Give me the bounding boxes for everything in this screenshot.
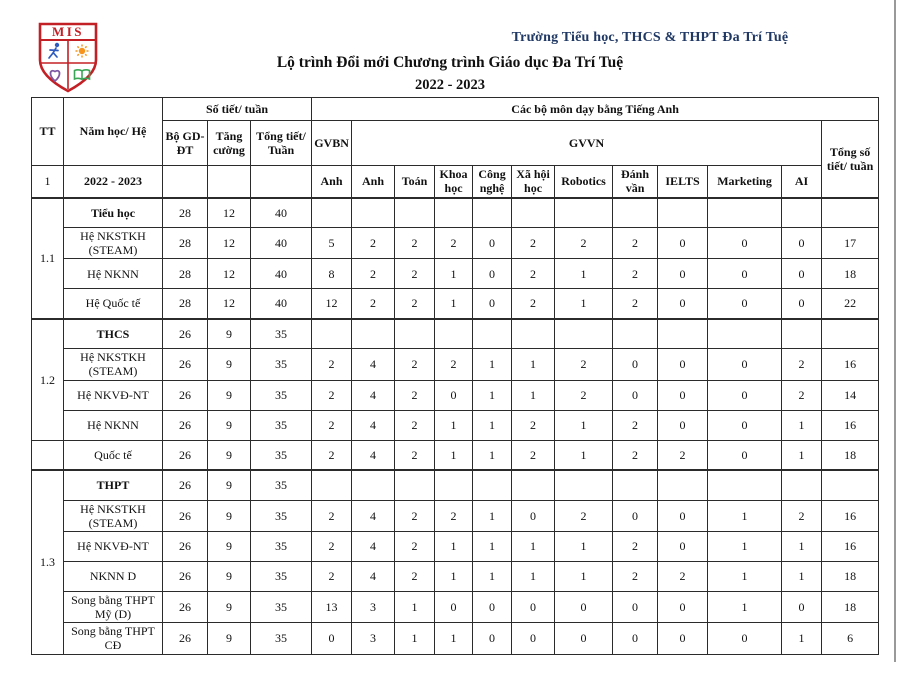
value-cell: 2 (395, 380, 435, 410)
value-cell: 2 (435, 228, 473, 259)
value-cell (555, 198, 613, 228)
value-cell: 0 (708, 440, 782, 470)
value-cell (555, 319, 613, 349)
value-cell (658, 198, 708, 228)
value-cell: 0 (473, 591, 512, 622)
value-cell: 2 (613, 531, 658, 561)
value-cell: 4 (352, 349, 395, 380)
row-label: Song bằng THPT CĐ (64, 623, 163, 654)
value-cell: 35 (251, 349, 312, 380)
table-header (32, 98, 879, 198)
value-cell: 1 (708, 531, 782, 561)
value-cell: 0 (613, 349, 658, 380)
value-cell: 4 (352, 561, 395, 591)
value-cell: 2 (555, 349, 613, 380)
value-cell: 0 (555, 591, 613, 622)
value-cell: 2 (435, 349, 473, 380)
value-cell: 9 (208, 319, 251, 349)
value-cell: 1 (782, 623, 822, 654)
value-cell: 2 (352, 289, 395, 319)
value-cell: 1 (473, 500, 512, 531)
school-name: Trường Tiểu học, THCS & THPT Đa Trí Tuệ (511, 30, 789, 45)
value-cell: 2 (658, 561, 708, 591)
value-cell: 16 (822, 531, 879, 561)
value-cell: 1 (435, 531, 473, 561)
value-cell: 4 (352, 500, 395, 531)
value-cell: 0 (708, 228, 782, 259)
value-cell (395, 198, 435, 228)
value-cell: 9 (208, 623, 251, 654)
row-label: Quốc tế (64, 440, 163, 470)
table-row (32, 440, 879, 470)
value-cell: 12 (208, 259, 251, 289)
value-cell: 1 (473, 531, 512, 561)
value-cell: 4 (352, 531, 395, 561)
value-cell: 0 (613, 591, 658, 622)
value-cell: 35 (251, 470, 312, 500)
value-cell: 9 (208, 440, 251, 470)
value-cell: 4 (352, 410, 395, 440)
value-cell: 18 (822, 259, 879, 289)
value-cell: 2 (312, 410, 352, 440)
value-cell: 8 (312, 259, 352, 289)
value-cell (512, 470, 555, 500)
header-subject: Đánh vần (613, 166, 658, 198)
page-title: Lộ trình Đổi mới Chương trình Giáo dục Đa Trí Tuệ (276, 54, 624, 71)
value-cell: 0 (512, 591, 555, 622)
value-cell: 3 (352, 591, 395, 622)
header-nam-hoc: Năm học/ Hệ (64, 98, 163, 166)
value-cell: 2 (352, 259, 395, 289)
value-cell: 0 (708, 410, 782, 440)
value-cell: 0 (613, 380, 658, 410)
value-cell: 0 (708, 259, 782, 289)
value-cell: 12 (208, 289, 251, 319)
value-cell: 2 (312, 380, 352, 410)
value-cell: 1 (555, 561, 613, 591)
value-cell: 2 (395, 349, 435, 380)
table-row (32, 98, 879, 121)
value-cell: 0 (473, 623, 512, 654)
value-cell (782, 319, 822, 349)
value-cell: 2 (782, 349, 822, 380)
value-cell: 1 (512, 531, 555, 561)
value-cell (395, 319, 435, 349)
value-cell: 6 (822, 623, 879, 654)
value-cell: 2 (312, 440, 352, 470)
value-cell: 0 (658, 259, 708, 289)
curriculum-table (31, 97, 879, 655)
value-cell: 0 (708, 623, 782, 654)
value-cell (613, 198, 658, 228)
value-cell: 1 (555, 531, 613, 561)
value-cell: 0 (613, 500, 658, 531)
value-cell: 9 (208, 531, 251, 561)
value-cell: 14 (822, 380, 879, 410)
value-cell: 0 (708, 289, 782, 319)
value-cell: 4 (352, 440, 395, 470)
header-tt: TT (32, 98, 64, 166)
value-cell: 35 (251, 380, 312, 410)
header-subject: Anh (312, 166, 352, 198)
value-cell: 26 (163, 349, 208, 380)
value-cell: 40 (251, 289, 312, 319)
value-cell: 2 (312, 500, 352, 531)
value-cell: 1 (555, 289, 613, 319)
value-cell: 2 (512, 259, 555, 289)
value-cell: 0 (473, 259, 512, 289)
value-cell: 26 (163, 319, 208, 349)
value-cell: 26 (163, 591, 208, 622)
value-cell: 2 (613, 228, 658, 259)
value-cell: 2 (782, 380, 822, 410)
value-cell: 2 (435, 500, 473, 531)
value-cell: 1 (473, 380, 512, 410)
value-cell: 9 (208, 380, 251, 410)
value-cell: 1 (782, 440, 822, 470)
value-cell: 0 (708, 349, 782, 380)
value-cell: 26 (163, 380, 208, 410)
value-cell: 4 (352, 380, 395, 410)
value-cell: 2 (312, 531, 352, 561)
table-row (32, 500, 879, 531)
value-cell: 2 (512, 228, 555, 259)
row-label: Hệ NKSTKH (STEAM) (64, 500, 163, 531)
table-row (32, 319, 879, 349)
value-cell: 2 (395, 440, 435, 470)
value-cell: 0 (782, 228, 822, 259)
tt-cell: 1.2 (32, 319, 64, 440)
table-row (32, 380, 879, 410)
value-cell: 18 (822, 440, 879, 470)
value-cell: 0 (512, 500, 555, 531)
row-label: Hệ NKNN (64, 410, 163, 440)
header-sub: Tổng tiết/ Tuần (251, 121, 312, 166)
value-cell: 2 (512, 410, 555, 440)
value-cell: 1 (473, 440, 512, 470)
value-cell (512, 198, 555, 228)
header-subject: Robotics (555, 166, 613, 198)
value-cell: 18 (822, 591, 879, 622)
value-cell: 9 (208, 561, 251, 591)
value-cell: 17 (822, 228, 879, 259)
header-cac-bo-mon: Các bộ môn dạy bằng Tiếng Anh (312, 98, 879, 121)
header-so-tiet: Số tiết/ tuần (163, 98, 312, 121)
value-cell: 1 (555, 440, 613, 470)
value-cell: 2 (395, 531, 435, 561)
value-cell: 2 (395, 561, 435, 591)
value-cell: 9 (208, 349, 251, 380)
value-cell (352, 319, 395, 349)
table-row (32, 228, 879, 259)
value-cell (473, 470, 512, 500)
value-cell: 2 (613, 289, 658, 319)
value-cell (708, 198, 782, 228)
value-cell: 12 (312, 289, 352, 319)
value-cell: 1 (435, 561, 473, 591)
table-row (32, 198, 879, 228)
table-body (32, 198, 879, 655)
value-cell: 16 (822, 349, 879, 380)
value-cell (435, 470, 473, 500)
value-cell (435, 198, 473, 228)
value-cell: 1 (555, 259, 613, 289)
value-cell: 22 (822, 289, 879, 319)
header-subject: AI (782, 166, 822, 198)
value-cell: 35 (251, 410, 312, 440)
value-cell: 0 (658, 349, 708, 380)
value-cell: 1 (435, 623, 473, 654)
value-cell: 0 (658, 410, 708, 440)
header-gvbn: GVBN (312, 121, 352, 166)
row-label: Hệ NKVĐ-NT (64, 380, 163, 410)
value-cell: 35 (251, 561, 312, 591)
header-sub: Tăng cường (208, 121, 251, 166)
value-cell: 1 (782, 561, 822, 591)
value-cell: 1 (473, 349, 512, 380)
row-label: Hệ NKSTKH (STEAM) (64, 228, 163, 259)
value-cell (822, 198, 879, 228)
value-cell: 2 (395, 500, 435, 531)
value-cell: 2 (555, 380, 613, 410)
value-cell (555, 470, 613, 500)
table-row (32, 289, 879, 319)
value-cell: 0 (658, 531, 708, 561)
value-cell: 9 (208, 591, 251, 622)
header-subject: Toán (395, 166, 435, 198)
value-cell: 2 (555, 228, 613, 259)
value-cell: 3 (352, 623, 395, 654)
value-cell: 1 (512, 380, 555, 410)
value-cell: 18 (822, 561, 879, 591)
table-row (32, 531, 879, 561)
value-cell: 26 (163, 531, 208, 561)
value-cell: 2 (395, 289, 435, 319)
value-cell: 0 (435, 591, 473, 622)
value-cell: 0 (473, 289, 512, 319)
row-label: THPT (64, 470, 163, 500)
value-cell: 0 (555, 623, 613, 654)
value-cell: 2 (352, 228, 395, 259)
value-cell: 1 (708, 500, 782, 531)
row-label: THCS (64, 319, 163, 349)
row-label: Hệ NKSTKH (STEAM) (64, 349, 163, 380)
value-cell: 26 (163, 440, 208, 470)
value-cell: 28 (163, 228, 208, 259)
value-cell: 12 (208, 198, 251, 228)
value-cell (512, 319, 555, 349)
value-cell: 2 (613, 440, 658, 470)
logo-mis-text: MIS (51, 24, 85, 39)
value-cell: 2 (395, 259, 435, 289)
value-cell: 16 (822, 500, 879, 531)
value-cell (473, 319, 512, 349)
tt-cell: 1 (32, 166, 64, 198)
value-cell: 1 (473, 561, 512, 591)
table-row (32, 349, 879, 380)
value-cell: 35 (251, 591, 312, 622)
value-cell (708, 470, 782, 500)
row-label: NKNN D (64, 561, 163, 591)
value-cell (822, 470, 879, 500)
value-cell: 0 (658, 591, 708, 622)
row-label: Hệ Quốc tế (64, 289, 163, 319)
value-cell (312, 198, 352, 228)
value-cell (613, 319, 658, 349)
value-cell: 28 (163, 259, 208, 289)
value-cell: 2 (512, 289, 555, 319)
header-subject: Công nghệ (473, 166, 512, 198)
table-row (32, 561, 879, 591)
value-cell: 35 (251, 440, 312, 470)
value-cell: 28 (163, 289, 208, 319)
value-cell (782, 470, 822, 500)
value-cell: 5 (312, 228, 352, 259)
tt-cell: 1.1 (32, 198, 64, 319)
header-subject: Marketing (708, 166, 782, 198)
header-subject: Anh (352, 166, 395, 198)
table-row (32, 166, 879, 198)
value-cell: 0 (435, 380, 473, 410)
value-cell: 0 (512, 623, 555, 654)
header-subject: Khoa học (435, 166, 473, 198)
header-tong-so: Tổng số tiết/ tuần (822, 121, 879, 198)
value-cell: 26 (163, 470, 208, 500)
value-cell (822, 319, 879, 349)
table-row (32, 591, 879, 622)
row-label: Song bằng THPT Mỹ (D) (64, 591, 163, 622)
value-cell (312, 470, 352, 500)
value-cell: 16 (822, 410, 879, 440)
header-gvvn: GVVN (352, 121, 822, 166)
value-cell: 1 (473, 410, 512, 440)
value-cell (435, 319, 473, 349)
value-cell: 26 (163, 623, 208, 654)
value-cell: 0 (658, 228, 708, 259)
value-cell (352, 198, 395, 228)
table-row (32, 470, 879, 500)
tt-cell: 1.3 (32, 470, 64, 654)
value-cell: 1 (395, 591, 435, 622)
value-cell: 40 (251, 259, 312, 289)
value-cell: 0 (782, 259, 822, 289)
value-cell: 1 (435, 440, 473, 470)
header-subject: Xã hội học (512, 166, 555, 198)
value-cell: 28 (163, 198, 208, 228)
value-cell: 2 (395, 410, 435, 440)
value-cell: 2 (782, 500, 822, 531)
value-cell: 26 (163, 410, 208, 440)
value-cell: 0 (658, 623, 708, 654)
value-cell: 35 (251, 319, 312, 349)
value-cell: 0 (782, 289, 822, 319)
value-cell: 2 (613, 561, 658, 591)
value-cell: 0 (658, 500, 708, 531)
value-cell (658, 470, 708, 500)
value-cell: 9 (208, 470, 251, 500)
row-label: Hệ NKVĐ-NT (64, 531, 163, 561)
table-row (32, 410, 879, 440)
value-cell: 2 (312, 561, 352, 591)
header-subject: IELTS (658, 166, 708, 198)
value-cell: 2 (658, 440, 708, 470)
table-row (32, 623, 879, 654)
value-cell (352, 470, 395, 500)
value-cell: 35 (251, 531, 312, 561)
value-cell: 0 (782, 591, 822, 622)
value-cell: 1 (512, 561, 555, 591)
tt-cell (32, 440, 64, 470)
value-cell: 0 (708, 380, 782, 410)
value-cell: 1 (435, 289, 473, 319)
value-cell: 0 (312, 623, 352, 654)
table-row (32, 259, 879, 289)
value-cell: 1 (435, 259, 473, 289)
value-cell: 0 (658, 380, 708, 410)
empty-cell (163, 166, 208, 198)
value-cell (782, 198, 822, 228)
page-subtitle-year: 2022 - 2023 (414, 77, 486, 93)
scan-edge-artifact (894, 0, 896, 662)
value-cell: 13 (312, 591, 352, 622)
value-cell (658, 319, 708, 349)
value-cell: 0 (473, 228, 512, 259)
value-cell: 1 (395, 623, 435, 654)
value-cell (708, 319, 782, 349)
value-cell: 12 (208, 228, 251, 259)
row-label: Hệ NKNN (64, 259, 163, 289)
value-cell: 1 (555, 410, 613, 440)
value-cell: 35 (251, 500, 312, 531)
empty-cell (208, 166, 251, 198)
value-cell: 2 (613, 259, 658, 289)
empty-cell (251, 166, 312, 198)
value-cell: 1 (512, 349, 555, 380)
header-sub: Bộ GD-ĐT (163, 121, 208, 166)
value-cell: 2 (512, 440, 555, 470)
value-cell: 0 (613, 623, 658, 654)
row-label: Tiểu học (64, 198, 163, 228)
value-cell: 2 (613, 410, 658, 440)
value-cell: 2 (395, 228, 435, 259)
value-cell: 0 (658, 289, 708, 319)
value-cell: 1 (708, 591, 782, 622)
value-cell: 9 (208, 410, 251, 440)
value-cell: 1 (782, 410, 822, 440)
value-cell (473, 198, 512, 228)
value-cell: 2 (312, 349, 352, 380)
value-cell (613, 470, 658, 500)
value-cell: 1 (435, 410, 473, 440)
value-cell: 1 (708, 561, 782, 591)
value-cell: 2 (555, 500, 613, 531)
value-cell: 35 (251, 623, 312, 654)
value-cell: 9 (208, 500, 251, 531)
value-cell: 40 (251, 228, 312, 259)
value-cell: 1 (782, 531, 822, 561)
value-cell: 40 (251, 198, 312, 228)
value-cell: 26 (163, 561, 208, 591)
value-cell (312, 319, 352, 349)
year-cell: 2022 - 2023 (64, 166, 163, 198)
value-cell: 26 (163, 500, 208, 531)
value-cell (395, 470, 435, 500)
